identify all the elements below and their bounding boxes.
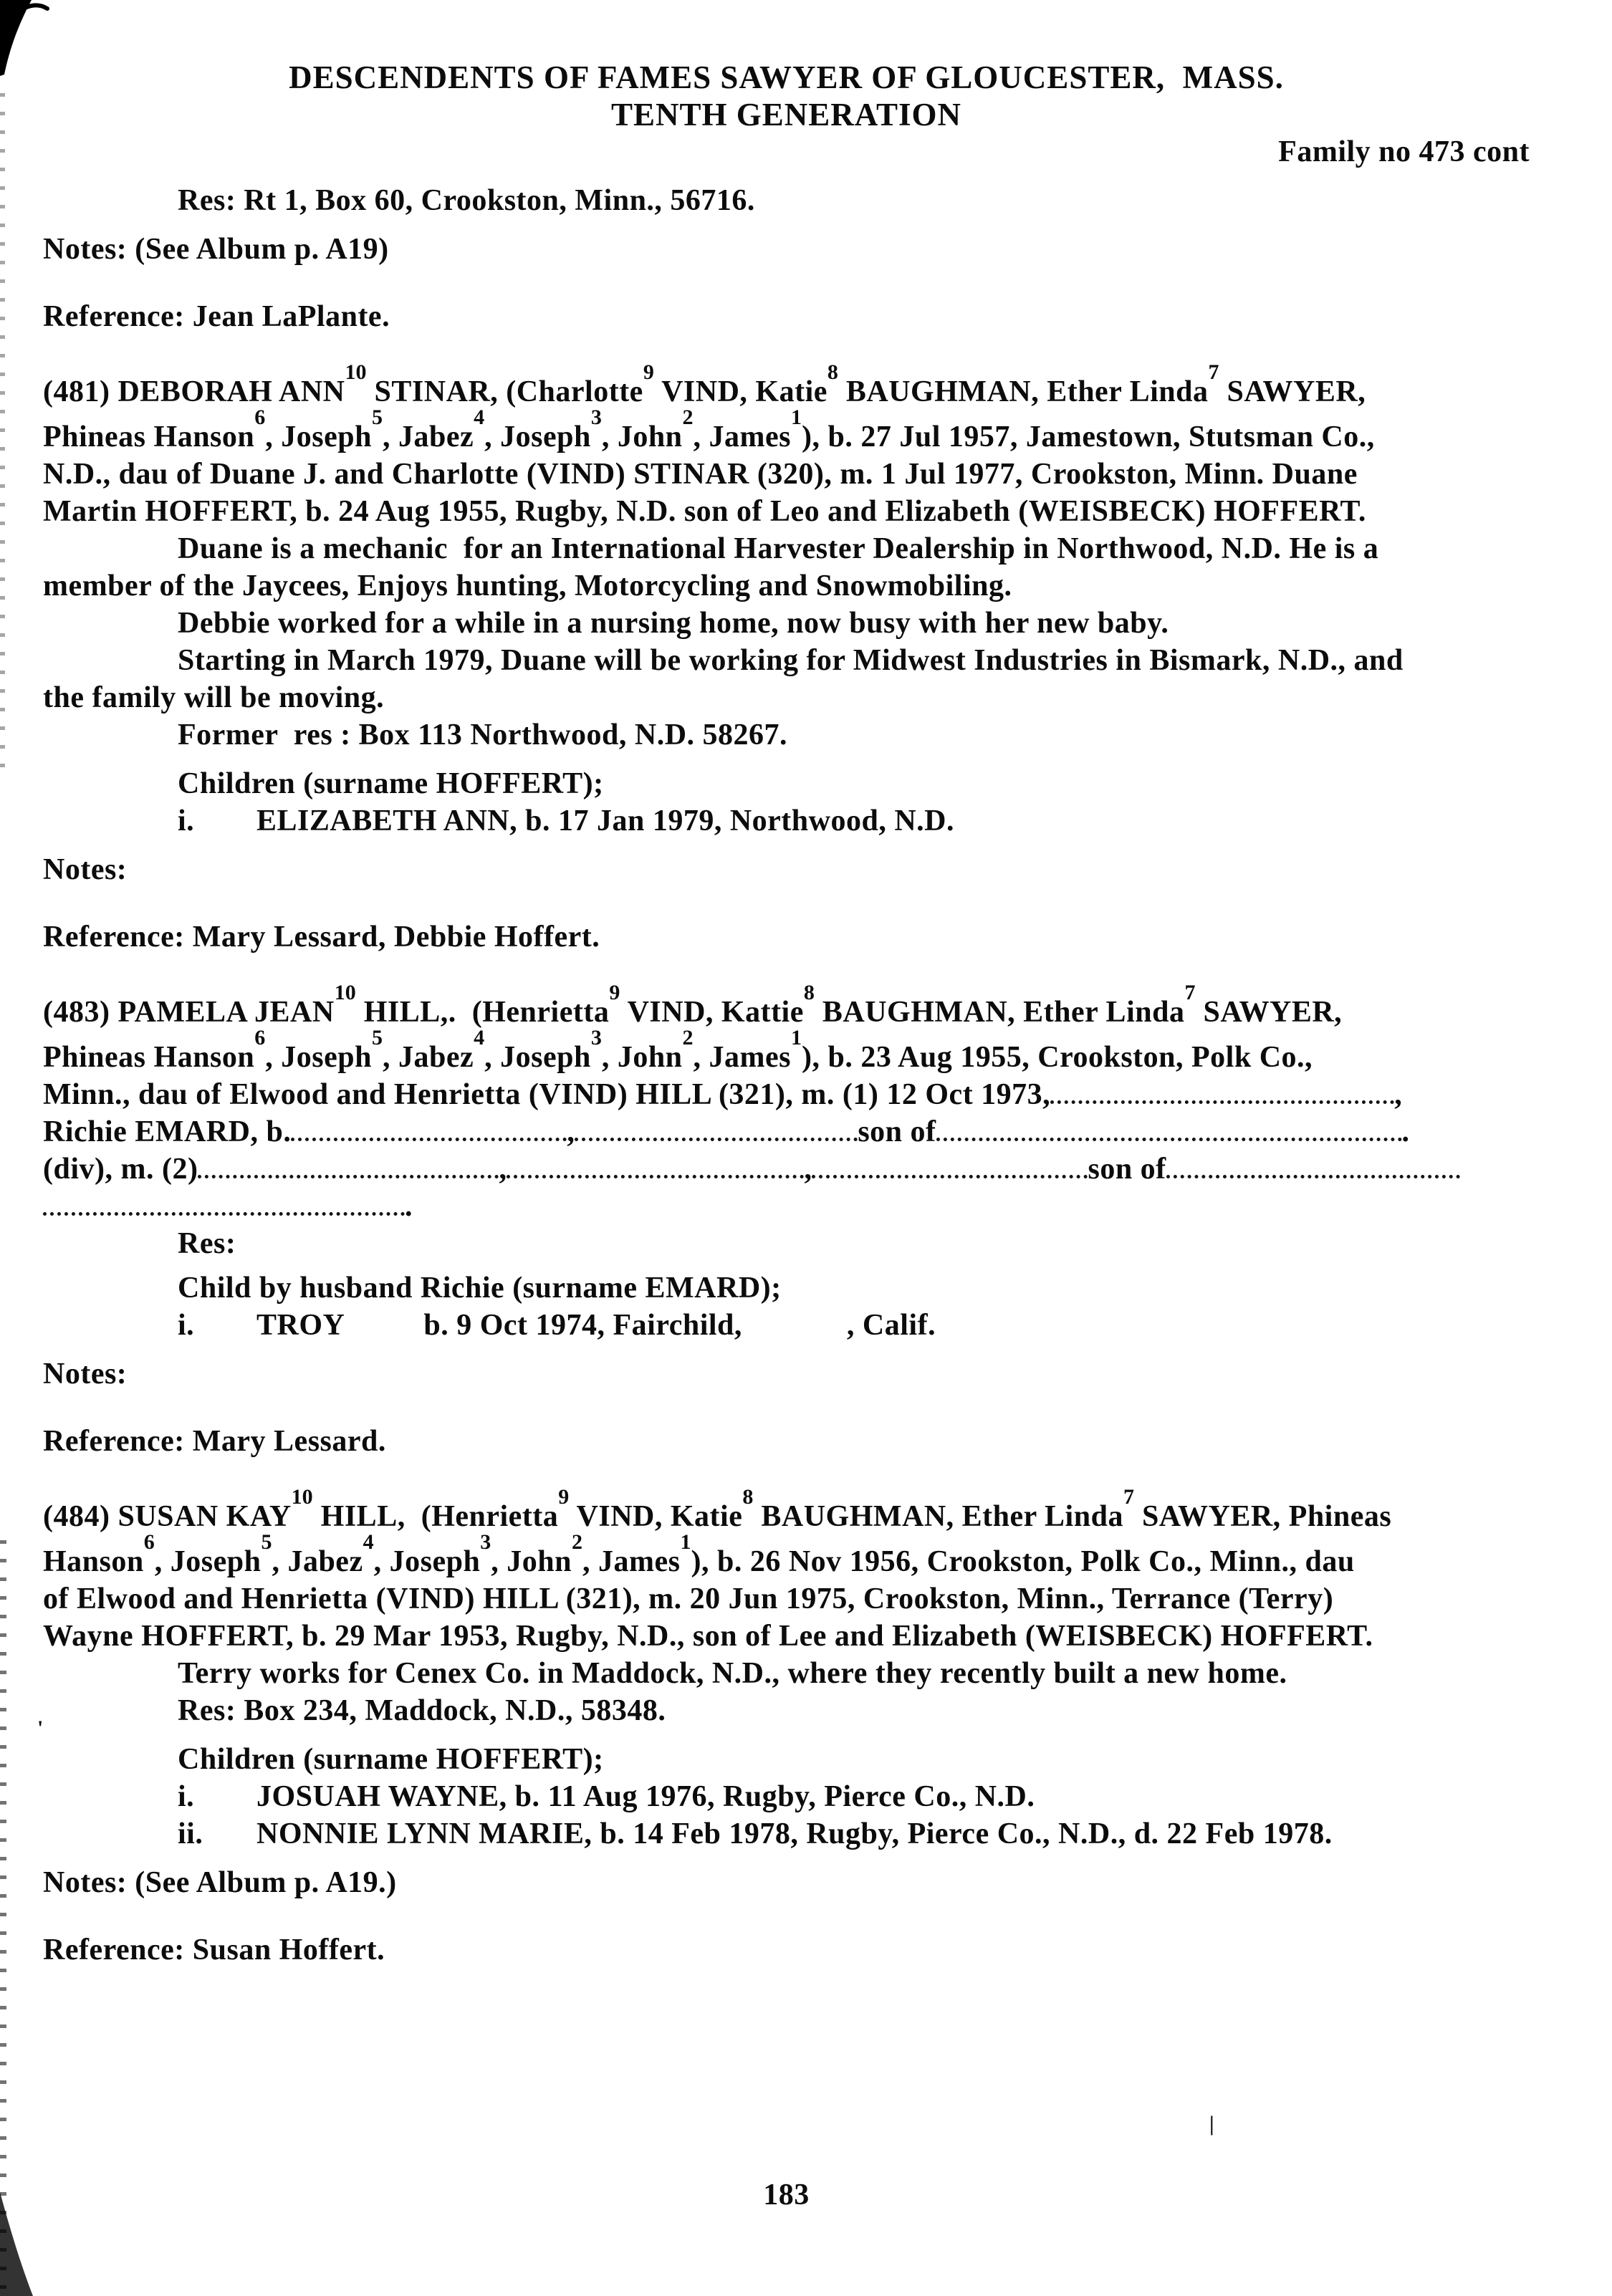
intro-reference: Reference: Jean LaPlante. — [43, 300, 390, 333]
child-index: i. — [178, 1309, 195, 1342]
entry-483-heading-line-2: Phineas Hanson$^6$, Joseph$^5$, Jabez$^4$, Joseph$^3$, John$^2$, James$^1$), b. 23 Aug 1955, Crookston, Polk Co., — [43, 1026, 1313, 1074]
generation-superscript: 7 — [1123, 1485, 1134, 1509]
blank-fill-in-line — [936, 1135, 1402, 1141]
entry-481-heading-line-1: (481) DEBORAH ANN$^{10}$ STINAR, (Charlotte$^9$ VIND, Katie$^8$ BAUGHMAN, Ether Linda$^7$ SAWYER, — [43, 360, 1366, 408]
entry-484-paragraph-1: Terry works for Cenex Co. in Maddock, N.D., where they recently built a new home. — [178, 1657, 1287, 1690]
entry-483-heading-line-5: (div), m. (2) , , son of — [43, 1151, 1530, 1188]
entry-483-reference: Reference: Mary Lessard. — [43, 1425, 386, 1458]
generation-superscript: 1 — [680, 1530, 691, 1554]
entry-481-paragraph-1-line-2: member of the Jaycees, Enjoys hunting, Motorcycling and Snowmobiling. — [43, 570, 1012, 602]
entry-481-former-residence: Former res : Box 113 Northwood, N.D. 58267. — [178, 719, 788, 751]
generation-superscript: 6 — [254, 1026, 266, 1049]
generation-superscript: 3 — [590, 1026, 602, 1049]
entry-481-paragraph-1-line-1: Duane is a mechanic for an International Harvester Dealership in Northwood, N.D. He is a — [178, 532, 1379, 565]
scan-speck-mark: ' — [37, 1716, 44, 1740]
generation-superscript: 5 — [371, 1026, 383, 1049]
entry-483-residence-label: Res: — [178, 1227, 236, 1260]
page-number: 183 — [763, 2179, 810, 2211]
generation-superscript: 2 — [682, 1026, 694, 1049]
generation-superscript: 7 — [1184, 981, 1196, 1004]
doc-title-line1: DESCENDENTS OF FAMES SAWYER OF GLOUCESTER, MASS. — [289, 59, 1284, 95]
scan-edge-speckle-top — [0, 93, 5, 774]
entry-484-heading-line-3: of Elwood and Henrietta (VIND) HILL (321), m. 20 Jun 1975, Crookston, Minn., Terrance (Terry) — [43, 1582, 1334, 1615]
entry-481-notes-label: Notes: — [43, 853, 128, 886]
child-text: NONNIE LYNN MARIE, b. 14 Feb 1978, Rugby, Pierce Co., N.D., d. 22 Feb 1978. — [256, 1817, 1333, 1850]
generation-superscript: 9 — [643, 360, 654, 384]
generation-superscript: 6 — [254, 405, 266, 429]
entry-484-heading-line-1: (484) SUSAN KAY$^{10}$ HILL, (Henrietta$^9$ VIND, Katie$^8$ BAUGHMAN, Ether Linda$^7$ SAWYER, Phineas — [43, 1485, 1392, 1533]
generation-superscript: 3 — [590, 405, 602, 429]
blank-fill-in-line — [507, 1172, 804, 1178]
generation-superscript: 4 — [474, 1026, 485, 1049]
entry-483-children-label: Child by husband Richie (surname EMARD); — [178, 1272, 782, 1305]
blank-fill-in-line — [43, 1209, 405, 1216]
generation-superscript: 2 — [572, 1530, 583, 1554]
generation-superscript: 10 — [291, 1485, 313, 1509]
generation-superscript: 8 — [827, 360, 838, 384]
entry-481-heading-line-3: N.D., dau of Duane J. and Charlotte (VIND) STINAR (320), m. 1 Jul 1977, Crookston, Minn. Duane — [43, 458, 1358, 491]
generation-superscript: 8 — [742, 1485, 754, 1509]
child-text: JOSUAH WAYNE, b. 11 Aug 1976, Rugby, Pierce Co., N.D. — [256, 1780, 1035, 1813]
intro-notes: Notes: (See Album p. A19) — [43, 233, 389, 266]
child-index: ii. — [178, 1817, 203, 1850]
scan-artifact-bottom-left — [0, 2192, 33, 2296]
entry-481-reference: Reference: Mary Lessard, Debbie Hoffert. — [43, 921, 600, 954]
generation-superscript: 9 — [558, 1485, 570, 1509]
generation-superscript: 6 — [143, 1530, 155, 1554]
entry-483-heading-line-6: . — [43, 1188, 1530, 1225]
entry-481-children-label: Children (surname HOFFERT); — [178, 767, 604, 800]
generation-superscript: 3 — [480, 1530, 491, 1554]
family-number-note: Family no 473 cont — [1278, 135, 1530, 168]
entry-483-notes-label: Notes: — [43, 1358, 128, 1390]
generation-superscript: 5 — [261, 1530, 272, 1554]
entry-484-reference: Reference: Susan Hoffert. — [43, 1934, 385, 1966]
generation-superscript: 7 — [1208, 360, 1219, 384]
intro-residence: Res: Rt 1, Box 60, Crookston, Minn., 56716. — [178, 184, 755, 217]
doc-title-line2: TENTH GENERATION — [610, 97, 961, 133]
blank-fill-in-line — [291, 1135, 567, 1141]
generation-superscript: 9 — [609, 981, 620, 1004]
scan-edge-speckle-bottom — [0, 1540, 6, 2292]
entry-483-heading-line-1: (483) PAMELA JEAN$^{10}$ HILL,. (Henrietta$^9$ VIND, Kattie$^8$ BAUGHMAN, Ether Linda$^7$ SAWYER, — [43, 981, 1343, 1029]
entry-483-heading-line-3: Minn., dau of Elwood and Henrietta (VIND) HILL (321), m. (1) 12 Oct 1973, , — [43, 1078, 1403, 1111]
child-text: TROY b. 9 Oct 1974, Fairchild, , Calif. — [256, 1309, 936, 1342]
generation-superscript: 4 — [474, 405, 485, 429]
generation-superscript: 10 — [334, 981, 356, 1004]
entry-481-paragraph-2: Debbie worked for a while in a nursing home, now busy with her new baby. — [178, 607, 1169, 640]
generation-superscript: 8 — [803, 981, 815, 1004]
generation-superscript: 1 — [791, 405, 802, 429]
generation-superscript: 10 — [345, 360, 367, 384]
generation-superscript: 5 — [371, 405, 383, 429]
entry-481-heading-line-4: Martin HOFFERT, b. 24 Aug 1955, Rugby, N.D. son of Leo and Elizabeth (WEISBECK) HOFFERT. — [43, 495, 1366, 528]
child-text: ELIZABETH ANN, b. 17 Jan 1979, Northwood, N.D. — [256, 804, 954, 837]
blank-fill-in-line — [575, 1135, 858, 1141]
entry-484-children-label: Children (surname HOFFERT); — [178, 1743, 604, 1776]
scan-speck-tick: | — [1209, 2112, 1214, 2136]
entry-484-child-row-2 — [43, 1815, 1530, 1853]
blank-fill-in-line — [1166, 1172, 1460, 1178]
entry-481-heading-line-2: Phineas Hanson$^6$, Joseph$^5$, Jabez$^4$, Joseph$^3$, John$^2$, James$^1$), b. 27 Jul 1957, Jamestown, Stutsman Co., — [43, 405, 1375, 453]
generation-superscript: 2 — [682, 405, 694, 429]
generation-superscript: 1 — [791, 1026, 802, 1049]
entry-484-residence: Res: Box 234, Maddock, N.D., 58348. — [178, 1694, 666, 1727]
entry-481-child-row-1 — [43, 802, 1530, 840]
generation-superscript: 4 — [363, 1530, 374, 1554]
page-content — [43, 0, 1530, 2214]
child-index: i. — [178, 804, 195, 837]
entry-484-notes: Notes: (See Album p. A19.) — [43, 1866, 397, 1899]
entry-484-child-row-1 — [43, 1778, 1530, 1815]
blank-fill-in-line — [1050, 1097, 1394, 1104]
child-index: i. — [178, 1780, 195, 1813]
blank-fill-in-line — [198, 1172, 499, 1178]
entry-483-heading-line-4: Richie EMARD, b. , son of . — [43, 1115, 1410, 1148]
entry-484-heading-line-4: Wayne HOFFERT, b. 29 Mar 1953, Rugby, N.D., son of Lee and Elizabeth (WEISBECK) HOFFERT. — [43, 1620, 1373, 1653]
blank-fill-in-line — [812, 1172, 1088, 1178]
entry-481-paragraph-3-line-2: the family will be moving. — [43, 681, 385, 714]
entry-483-child-row-1 — [43, 1307, 1530, 1344]
entry-481-paragraph-3-line-1: Starting in March 1979, Duane will be working for Midwest Industries in Bismark, N.D., and — [178, 644, 1404, 677]
entry-484-heading-line-2: Hanson$^6$, Joseph$^5$, Jabez$^4$, Joseph$^3$, John$^2$, James$^1$), b. 26 Nov 1956, Crookston, Polk Co., Minn., dau — [43, 1530, 1355, 1578]
